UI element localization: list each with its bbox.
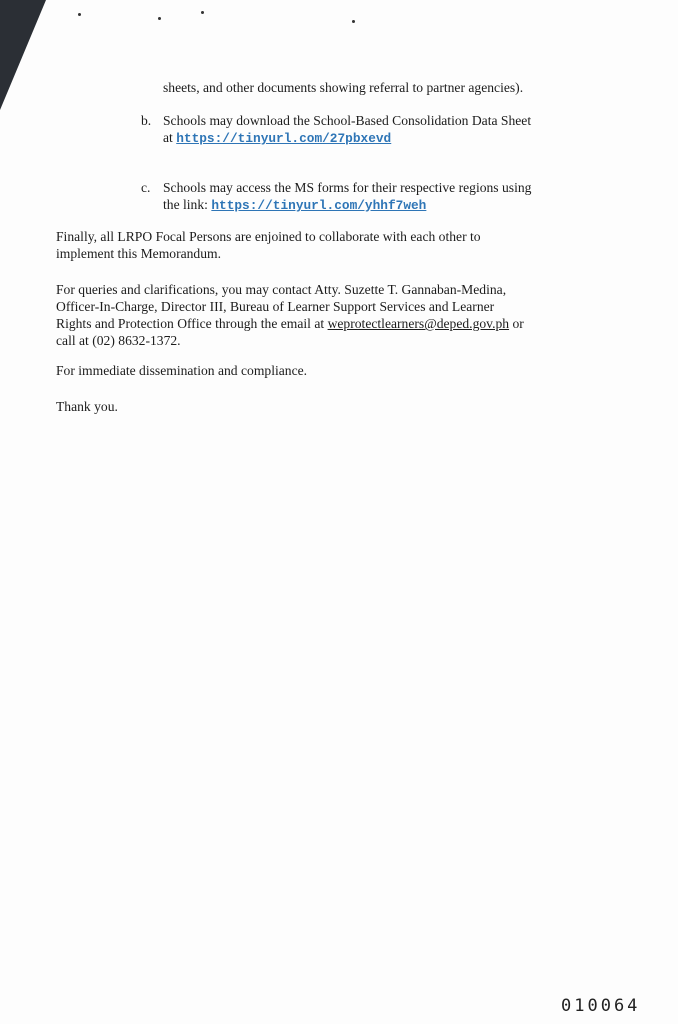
list-item-c-line2 — [163, 196, 603, 214]
queries-paragraph-line2: Officer-In-Charge, Director III, Bureau of Learner Support Services and Learner — [56, 299, 495, 314]
queries-paragraph-line4: call at (02) 8632-1372. — [56, 333, 181, 348]
finally-paragraph-line2: implement this Memorandum. — [56, 246, 221, 261]
list-item-c-text: Schools may access the MS forms for their respective regions using — [163, 180, 532, 195]
list-marker-c: c. — [141, 180, 151, 195]
scan-speck — [158, 17, 161, 20]
dissemination-line: For immediate dissemination and compliance. — [56, 363, 308, 378]
scan-speck — [352, 20, 355, 23]
finally-paragraph-line1: Finally, all LRPO Focal Persons are enjoined to collaborate with each other to — [56, 229, 481, 244]
ms-forms-link[interactable]: https://tinyurl.com/yhhf7weh — [211, 198, 427, 213]
queries-line3-after: or — [509, 316, 524, 331]
closing-line: Thank you. — [56, 399, 118, 414]
scan-speck — [78, 13, 81, 16]
list-item-c-line1 — [163, 179, 603, 196]
continued-line — [163, 79, 603, 96]
list-marker-b: b. — [141, 113, 152, 128]
continued-line-text: sheets, and other documents showing referral to partner agencies). — [163, 80, 524, 95]
queries-paragraph-line3 — [56, 315, 593, 332]
queries-line3-text: Rights and Protection Office through the email at — [56, 316, 328, 331]
list-item-b-prefix: at — [163, 130, 177, 145]
queries-paragraph-line1: For queries and clarifications, you may contact Atty. Suzette T. Gannaban-Medina, — [56, 282, 507, 297]
list-item-c-prefix: the link: — [163, 197, 212, 212]
consolidation-sheet-link[interactable]: https://tinyurl.com/27pbxevd — [176, 131, 392, 146]
email-link[interactable]: weprotectlearners@deped.gov.ph — [327, 316, 510, 331]
list-item-b-line2 — [163, 129, 603, 147]
list-item-b-text: Schools may download the School-Based Consolidation Data Sheet — [163, 113, 532, 128]
scan-speck — [201, 11, 204, 14]
list-item-b-line1 — [163, 112, 603, 129]
scan-corner-shadow — [0, 0, 46, 110]
document-number: 010064 — [561, 996, 641, 1016]
